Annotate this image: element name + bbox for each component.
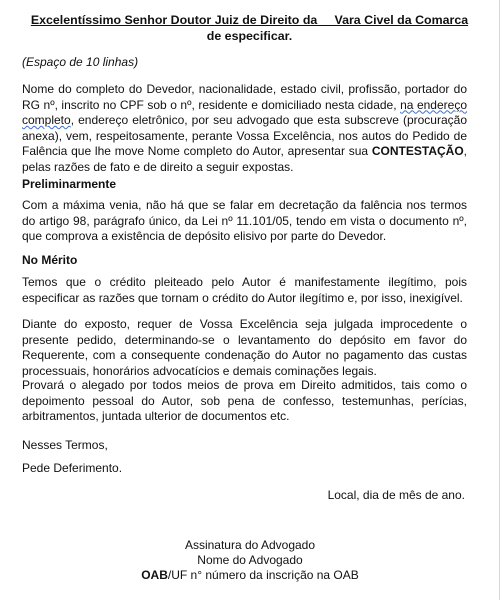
oab-number-text: /UF n° número da inscrição na OAB [167, 568, 359, 582]
intro-text-1: Nome do completo do Devedor, nacionalidade, estado civil, profissão, portador do RG nº, inscrito no CPF sob o nº, residente e domiciliado nesta cidade, [22, 82, 467, 112]
contestacao-label: CONTESTAÇÃO [371, 144, 464, 159]
closing-terms: Nesses Termos, [22, 438, 108, 452]
intro-text-3: , pelas razões de fato e de direito a seguir expostas. [22, 144, 467, 174]
merit-paragraph-3: Provará o alegado por todos meios de prova em Direito admitidos, tais como o depoimento pessoal do Autor, sob pena de confesso, testemunhas, perícias, arbitramentos, juntada ulterior de documentos etc. [22, 378, 467, 424]
preliminary-paragraph: Com a máxima venia, não há que se falar em decretação da falência nos termos do artigo 98, parágrafo único, da Lei nº 11.101/05, tendo em vista o documento nº, que comprova a existência de depósito elisivo por parte do Devedor. [22, 198, 467, 244]
spacing-note: (Espaço de 10 linhas) [22, 55, 139, 69]
title-line-1: Excelentíssimo Senhor Doutor Juiz de Direito da __Vara Civel da Comarca [30, 13, 469, 27]
title-line-2: de especificar. [206, 29, 293, 43]
merit-paragraph-1: Temos que o crédito pleiteado pelo Autor é manifestamente ilegítimo, pois especificar as razões que tornam o crédito do Autor ilegítimo e, por isso, inexigível. [22, 275, 467, 305]
intro-text-2: , endereço eletrônico, por seu advogado que esta subscreve (procuração anexa), vem, respeitosamente, perante Vossa Excelência, nos autos do Pedido de Falência que lhe move Nome completo do Autor, apresentar sua [22, 113, 467, 159]
intro-paragraph [22, 82, 467, 176]
heading-preliminarmente: Preliminarmente [22, 177, 117, 191]
closing-request: Pede Deferimento. [22, 461, 123, 475]
document-title [20, 12, 479, 44]
lawyer-name: Nome do Advogado [197, 553, 303, 567]
merit-paragraph-2: Diante do exposto, requer de Vossa Excelência seja julgada improcedente o presente pedido, determinando-se o levantamento do depósito em favor do Requerente, com a consequente condenação do Autor no pagamento das custas processuais, honorários advocatícios e demais cominações legais. [22, 317, 467, 378]
heading-merito: No Mérito [22, 253, 78, 267]
intro-underlined-text: na endereço completo [22, 97, 467, 128]
oab-label: OAB [141, 568, 168, 582]
signature-line: Assinatura do Advogado [184, 538, 316, 552]
oab-registration [0, 568, 500, 583]
place-date: Local, dia de mês de ano. [327, 488, 465, 502]
